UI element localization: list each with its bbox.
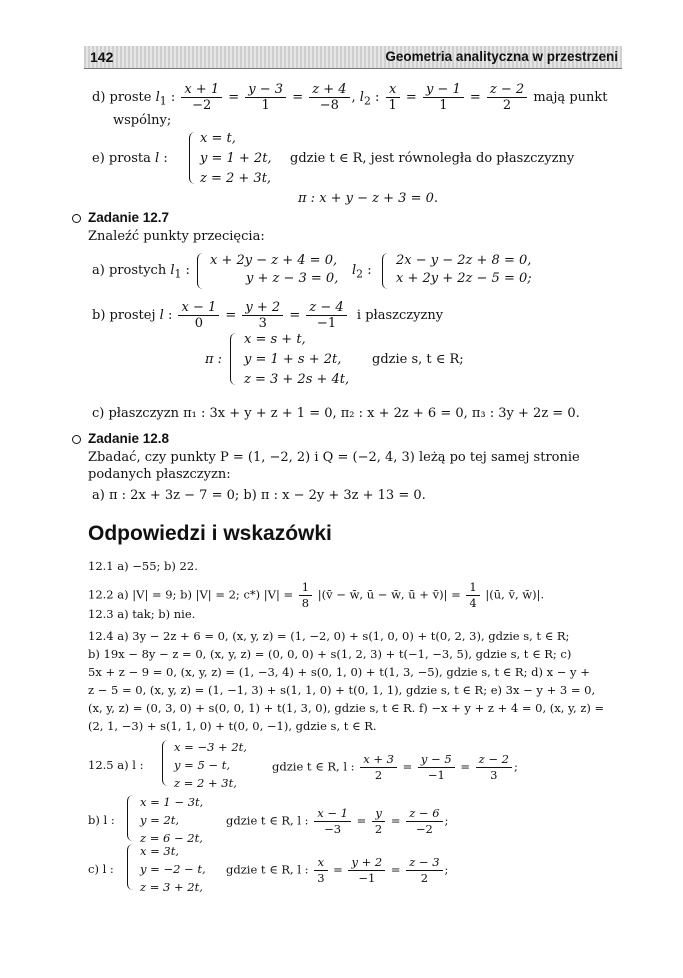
answer-12-5c-symmetric: gdzie t ∈ R, l : $\frac{x}{3}$ = $\frac{y + 2}{-1}$ = $\frac{z - 3}{2}$ ;: [226, 855, 449, 885]
exercise-text: podanych płaszczyzn:: [88, 467, 231, 482]
exercise-d-tail: wspólny;: [113, 113, 172, 128]
system-line: y = 5 − t,: [174, 758, 230, 772]
brace: [162, 740, 169, 786]
system-line: y = 1 + 2t,: [200, 151, 272, 166]
system-line: x = 1 − 3t,: [140, 795, 204, 809]
answer-12-4: (2, 1, −3) + s(1, 1, 0) + t(0, 0, −1), gdzie s, t ∈ R.: [88, 719, 377, 733]
answer-12-2: 12.2 a) |V| = 9; b) |V| = 2; c*) |V| = $\frac{1}{8}$ |(v̄ − w̄, ū − w̄, ū + v̄)| = $\frac{1}{4}$ |(ū, v̄, w̄)|.: [88, 580, 545, 610]
answer-12-5a-symmetric: gdzie t ∈ R, l : $\frac{x + 3}{2}$ = $\frac{y - 5}{-1}$ = $\frac{z - 2}{3}$ ;: [272, 752, 518, 782]
system-line: z = 2 + 3t,: [200, 171, 272, 186]
answer-12-4: 12.4 a) 3y − 2z + 6 = 0, (x, y, z) = (1, −2, 0) + s(1, 0, 0) + t(0, 2, 3), gdzie s, t ∈ R;: [88, 629, 570, 643]
param-condition: gdzie s, t ∈ R;: [372, 352, 464, 367]
exercise-title: Zadanie 12.8: [88, 431, 170, 446]
equation: x + 2y − z + 4 = 0,: [210, 253, 338, 268]
exercise-intro: Znaleźć punkty przecięcia:: [88, 229, 265, 244]
brace: [230, 333, 237, 385]
system-line: z = 6 − 2t,: [140, 831, 203, 845]
equation: 2x − y − 2z + 8 = 0,: [396, 253, 532, 268]
param-line: z = 3 + 2s + 4t,: [244, 372, 350, 387]
answer-12-4: z − 5 = 0, (x, y, z) = (1, −1, 3) + s(1, 1, 0) + t(0, 1, 1), gdzie s, t ∈ R; e) 3x − y + 3 = 0,: [88, 683, 596, 697]
equation: x + 2y + 2z − 5 = 0;: [396, 271, 532, 286]
system-line: y = 2t,: [140, 813, 180, 827]
brace: [127, 795, 134, 841]
system-line: x = −3 + 2t,: [174, 740, 247, 754]
condition: gdzie t ∈ R, jest równoległa do płaszczyzny: [290, 151, 575, 166]
answer-12-5b-label: b) l :: [88, 813, 115, 827]
param-line: y = 1 + s + 2t,: [244, 352, 342, 367]
brace: [197, 253, 204, 289]
answer-12-4: b) 19x − 8y − z = 0, (x, y, z) = (0, 0, 0) + s(1, 2, 3) + t(−1, −3, 5), gdzie s, t ∈ R; c): [88, 647, 572, 661]
equation: y + z − 3 = 0,: [246, 271, 339, 286]
system-line: x = t,: [200, 131, 236, 146]
part-b: b) prostej l : $\frac{x - 1}{0}$ = $\frac{y + 2}{3}$ = $\frac{z - 4}{-1}$ i płaszczyzny: [92, 300, 444, 331]
page-header: [84, 46, 622, 69]
system-line: z = 2 + 3t,: [174, 776, 237, 790]
plane-equation: π : x + y − z + 3 = 0.: [298, 191, 439, 206]
exercise-d: d) proste $l_1$ : $\frac{x + 1}{-2}$ = $\frac{y - 3}{1}$ = $\frac{z + 4}{-8}$ , $l_2$ : $\frac{x}{1}$ = $\frac{y - 1}{1}$ = $\frac{z - 2}{2}$ mają punkt: [92, 82, 608, 113]
system-line: z = 3 + 2t,: [140, 880, 203, 894]
system-line: y = −2 − t,: [140, 862, 206, 876]
answer-12-5c-label: c) l :: [88, 862, 114, 876]
page-number: 142: [90, 49, 114, 65]
answer-12-3: 12.3 a) tak; b) nie.: [88, 607, 196, 621]
brace: [189, 132, 196, 184]
exercise-bullet: [72, 214, 81, 223]
exercise-text: Zbadać, czy punkty P = (1, −2, 2) i Q = (−2, 4, 3) leżą po tej samej stronie: [88, 450, 580, 465]
exercise-title: Zadanie 12.7: [88, 210, 170, 225]
part-c: c) płaszczyzn π₁ : 3x + y + z + 1 = 0, π₂ : x + 2z + 6 = 0, π₃ : 3y + 2z = 0.: [92, 406, 580, 421]
part-a-label: a) prostych $l_1$ :: [92, 263, 190, 281]
pi-label: π :: [205, 352, 223, 367]
chapter-title: Geometria analityczna w przestrzeni: [385, 49, 618, 64]
exercise-text: a) π : 2x + 3z − 7 = 0; b) π : x − 2y + 3z + 13 = 0.: [92, 488, 426, 503]
answer-12-1: 12.1 a) −55; b) 22.: [88, 559, 198, 573]
answer-12-5a-label: 12.5 a) l :: [88, 758, 144, 772]
answer-12-4: 5x + z − 9 = 0, (x, y, z) = (1, −3, 4) + s(0, 1, 0) + t(1, 3, −5), gdzie s, t ∈ R; d) x − y +: [88, 665, 590, 679]
answer-12-5b-symmetric: gdzie t ∈ R, l : $\frac{x - 1}{-3}$ = $\frac{y}{2}$ = $\frac{z - 6}{-2}$ ;: [226, 806, 449, 836]
brace: [127, 844, 134, 890]
exercise-bullet: [72, 435, 81, 444]
section-title: Odpowiedzi i wskazówki: [88, 522, 332, 545]
l2-label: $l_2$ :: [352, 263, 372, 281]
system-line: x = 3t,: [140, 844, 180, 858]
brace: [382, 253, 389, 289]
answer-12-4: (x, y, z) = (0, 3, 0) + s(0, 0, 1) + t(1, 3, 0), gdzie s, t ∈ R. f) −x + y + z + 4 = 0, (x, y, z) =: [88, 701, 605, 715]
exercise-e-label: e) prosta l :: [92, 151, 168, 166]
param-line: x = s + t,: [244, 332, 306, 347]
